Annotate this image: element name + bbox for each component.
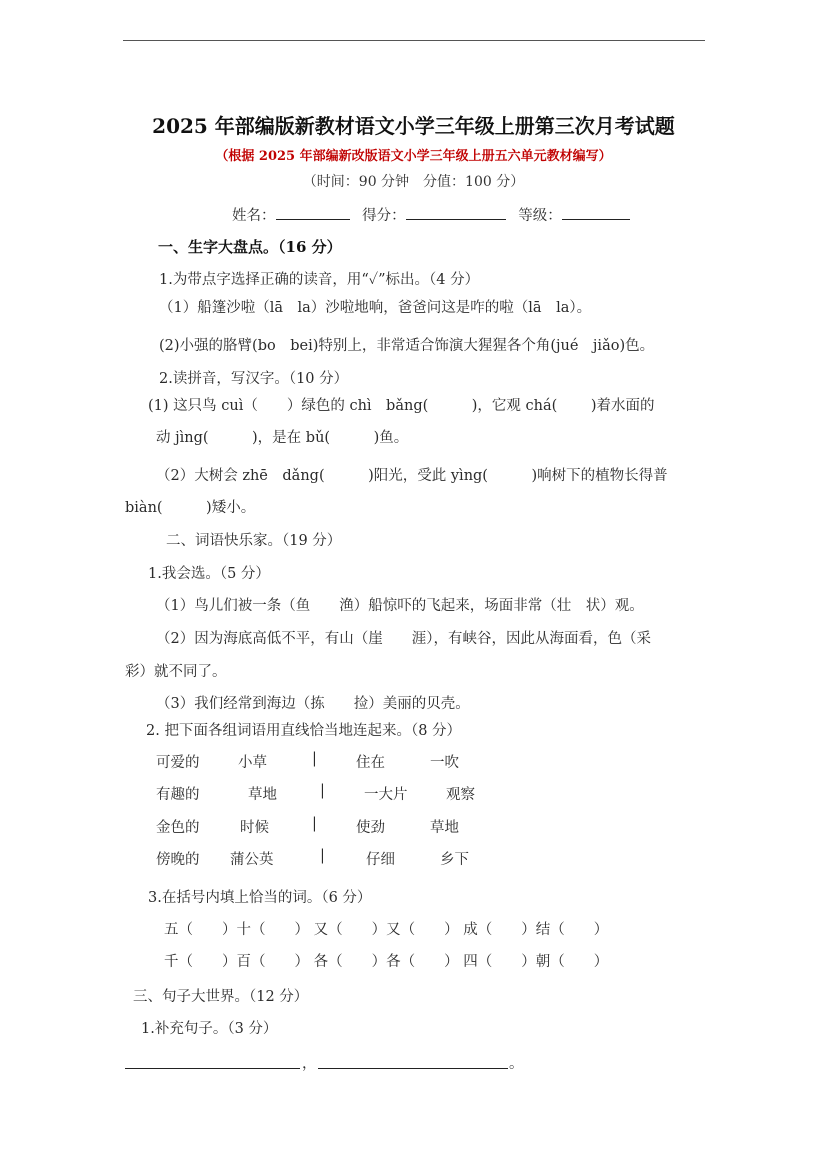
match-divider: | [320, 848, 325, 864]
match-word[interactable]: 一大片 [364, 787, 408, 803]
s1-q2-title: 2.读拼音，写汉字。（10 分） [159, 371, 349, 387]
match-word[interactable]: 住在 [356, 755, 385, 771]
s2-q2-title: 2. 把下面各组词语用直线恰当地连起来。（8 分） [146, 723, 462, 739]
s3-q1-title: 1.补充句子。（3 分） [141, 1021, 278, 1037]
header-rule [123, 40, 705, 41]
grade-field[interactable] [562, 205, 630, 220]
score-label: 得分： [362, 208, 406, 224]
s1-q2-item1-line2: 动 jìng( )，是在 bǔ( )鱼。 [156, 430, 409, 446]
match-word[interactable]: 小草 [238, 755, 267, 771]
s2-q1-item1: （1）鸟儿们被一条（鱼 渔）船惊吓的飞起来，场面非常（壮 状）观。 [156, 598, 644, 614]
s1-q1-title: 1.为带点字选择正确的读音，用“✓”标出。（4 分） [159, 272, 480, 288]
s2-q1-title: 1.我会选。（5 分） [148, 566, 270, 582]
name-label: 姓名： [232, 208, 276, 224]
s1-q1-item1: （1）船篷沙啦（lā la）沙啦地响，爸爸问这是咋的啦（lā la）。 [159, 300, 592, 316]
match-divider: | [312, 751, 317, 767]
page-title: 2025 年部编版新教材语文小学三年级上册第三次月考试题 [152, 114, 675, 138]
s2-q1-item3: （3）我们经常到海边（拣 捡）美丽的贝壳。 [156, 696, 470, 712]
s1-q2-item1-line1: (1) 这只鸟 cuì（ ）绿色的 chì bǎng( )，它观 chá( )着水面的 [148, 398, 655, 414]
comma-mark: ， [302, 1056, 317, 1072]
match-divider: | [320, 783, 325, 799]
match-word[interactable]: 有趣的 [156, 787, 200, 803]
match-word[interactable]: 时候 [240, 820, 269, 836]
section1-heading: 一、生字大盘点。（16 分） [158, 238, 342, 256]
match-word[interactable]: 草地 [430, 820, 459, 836]
s2-q3-row1: 五（ ）十（ ） 又（ ）又（ ） 成（ ）结（ ） [164, 922, 609, 938]
match-word[interactable]: 可爱的 [156, 755, 200, 771]
match-word[interactable]: 乡下 [440, 852, 469, 868]
answer-line-2[interactable] [318, 1068, 508, 1069]
answer-line-1[interactable] [125, 1068, 300, 1069]
section3-heading: 三、句子大世界。（12 分） [133, 989, 309, 1005]
match-word[interactable]: 金色的 [156, 820, 200, 836]
match-divider: | [312, 816, 317, 832]
s1-q1-item2: (2)小强的胳臂(bo bei)特别上，非常适合饰演大猩猩各个角(jué jiǎo)色。 [159, 338, 655, 354]
s1-q2-item2-line1: （2）大树会 zhē dǎng( )阳光，受此 yìng( )响树下的植物长得普 [156, 468, 668, 484]
grade-label: 等级： [518, 208, 562, 224]
match-word[interactable]: 观察 [446, 787, 475, 803]
match-word[interactable]: 草地 [248, 787, 277, 803]
match-word[interactable]: 一吹 [430, 755, 459, 771]
s2-q3-row2: 千（ ）百（ ） 各（ ）各（ ） 四（ ）朝（ ） [164, 954, 609, 970]
exam-info: （时间：90 分钟 分值：100 分） [302, 174, 525, 190]
section2-heading: 二、词语快乐家。（19 分） [166, 533, 342, 549]
match-word[interactable]: 蒲公英 [230, 852, 274, 868]
s2-q3-title: 3.在括号内填上恰当的词。（6 分） [148, 890, 372, 906]
student-info-row [232, 204, 630, 225]
s2-q1-item2-line2: 彩）就不同了。 [125, 664, 227, 680]
match-word[interactable]: 使劲 [356, 820, 385, 836]
s2-q1-item2-line1: （2）因为海底高低不平，有山（崖 涯），有峡谷，因此从海面看，色（采 [156, 631, 651, 647]
s1-q2-item2-line2: biàn( )矮小。 [125, 500, 256, 516]
match-word[interactable]: 仔细 [366, 852, 395, 868]
score-field[interactable] [406, 205, 506, 220]
match-word[interactable]: 傍晚的 [156, 852, 200, 868]
page-subtitle: （根据 2025 年部编新改版语文小学三年级上册五六单元教材编写） [215, 149, 612, 164]
name-field[interactable] [276, 205, 350, 220]
period-mark: 。 [509, 1056, 524, 1072]
